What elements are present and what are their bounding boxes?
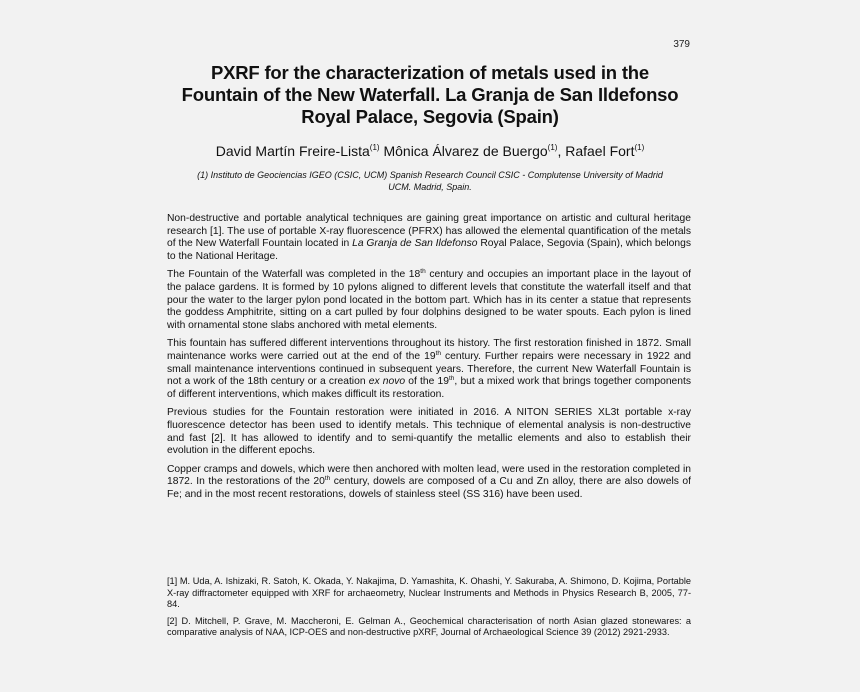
text-run: century, dowels are composed of a Cu and Zn alloy, there are also dowels of Fe; and in the most recent restorations, dowels of stainless steel (SS 316) have been used. xyxy=(167,476,691,500)
reference-item: [2] D. Mitchell, P. Grave, M. Maccheroni, E. Gelman A., Geochemical characterisation of north Asian glazed stonewares: a comparative analysis of NAA, ICP-OES and non-destructive pXRF, Journal of Archaeological Science 39 (2012) 2921-2933. xyxy=(167,615,691,638)
title-line-1: PXRF for the characterization of metals used in the xyxy=(210,62,649,83)
author-affiliation-mark: (1) xyxy=(369,143,380,152)
text-run: This fountain has suffered different interventions throughout its history. The first restoration finished in 1872. Small maintenance works were carried out at the end of the 19 xyxy=(167,338,691,362)
reference-list xyxy=(167,576,691,644)
title-line-3: Royal Palace, Segovia (Spain) xyxy=(301,106,559,127)
text-run: , but a mixed work that brings together components of different interventions, which makes difficult its restoration. xyxy=(167,376,692,400)
italic-text-run: La Granja de San Ildefonso xyxy=(352,238,478,250)
author-affiliation-mark: (1) xyxy=(634,143,645,152)
affiliation xyxy=(160,169,700,193)
author-name: David Martín Freire-Lista xyxy=(215,143,370,159)
author-affiliation-mark: (1) xyxy=(547,143,558,152)
text-run: century and occupies an important place in the layout of the palace gardens. It is formed by 10 pylons aligned to different levels that constitute the waterfall itself and that pour the water to the larger pylon pond located in the bottom part. Which has in its center a statue that represents the goddess Amphitrite, sitting on a cart pulled by four dolphins designed to be water spouts. Each pylon is lined with ornamental stone slabs anchored with metal elements. xyxy=(167,269,691,331)
superscript: th xyxy=(449,375,455,383)
affiliation-line-2: UCM. Madrid, Spain. xyxy=(388,182,472,192)
body-text xyxy=(167,213,691,507)
superscript: th xyxy=(435,349,441,357)
italic-text-run: ex novo xyxy=(368,376,406,388)
text-run: The Fountain of the Waterfall was completed in the 18 xyxy=(167,269,421,281)
paragraph xyxy=(167,213,691,263)
reference-item: [1] M. Uda, A. Ishizaki, R. Satoh, K. Okada, Y. Nakajima, D. Yamashita, K. Ohashi, Y. Sakuraba, A. Shimono, D. Kojima, Portable X-ray diffractometer equipped with XRF for archaeometry, Nuclear Instruments and Methods in Physics Research B, 2005, 77-84. xyxy=(167,576,691,610)
paper-title xyxy=(120,62,740,128)
paragraph xyxy=(167,338,691,401)
paragraph: Previous studies for the Fountain restoration were initiated in 2016. A NITON SERIES XL3t portable x-ray fluorescence detector has been used to identify metals. This technique of elemental analysis is non-destructive and fast [2]. It has allowed to identify and to semi-quantify the metallic elements and also to establish their evolution in the different epochs. xyxy=(167,407,691,457)
superscript: th xyxy=(324,475,331,483)
paragraph xyxy=(167,464,691,502)
page-number: 379 xyxy=(673,39,690,50)
text-run: of the 19 xyxy=(405,376,449,388)
text-run: Copper cramps and dowels, which were then anchored with molten lead, were used in the restoration completed in 1872. In the restorations of the 20 xyxy=(167,463,691,488)
author-name: Mônica Álvarez de Buergo xyxy=(383,143,548,159)
paragraph xyxy=(167,269,691,332)
superscript: th xyxy=(420,268,426,276)
text-run: Non-destructive and portable analytical techniques are gaining great importance on artistic and cultural heritage research [1]. The use of portable X-ray fluorescence (PFRX) has allowed the elemental quantification of the metals of the New Waterfall Fountain located in xyxy=(167,213,691,250)
affiliation-line-1: (1) Instituto de Geociencias IGEO (CSIC, UCM) Spanish Research Council CSIC - Complutense University of Madrid xyxy=(197,170,663,180)
author-list xyxy=(120,139,740,160)
text-run: Royal Palace, Segovia (Spain), which belongs to the National Heritage. xyxy=(167,238,692,262)
text-run: century. Further repairs were necessary in 1922 and small maintenance interventions continued in subsequent years. Therefore, the current New Waterfall Fountain is not a work of the 18th century or a creation xyxy=(167,350,691,388)
author-separator: , xyxy=(557,143,566,159)
title-line-2: Fountain of the New Waterfall. La Granja de San Ildefonso xyxy=(181,84,679,105)
author-name: Rafael Fort xyxy=(565,143,635,159)
